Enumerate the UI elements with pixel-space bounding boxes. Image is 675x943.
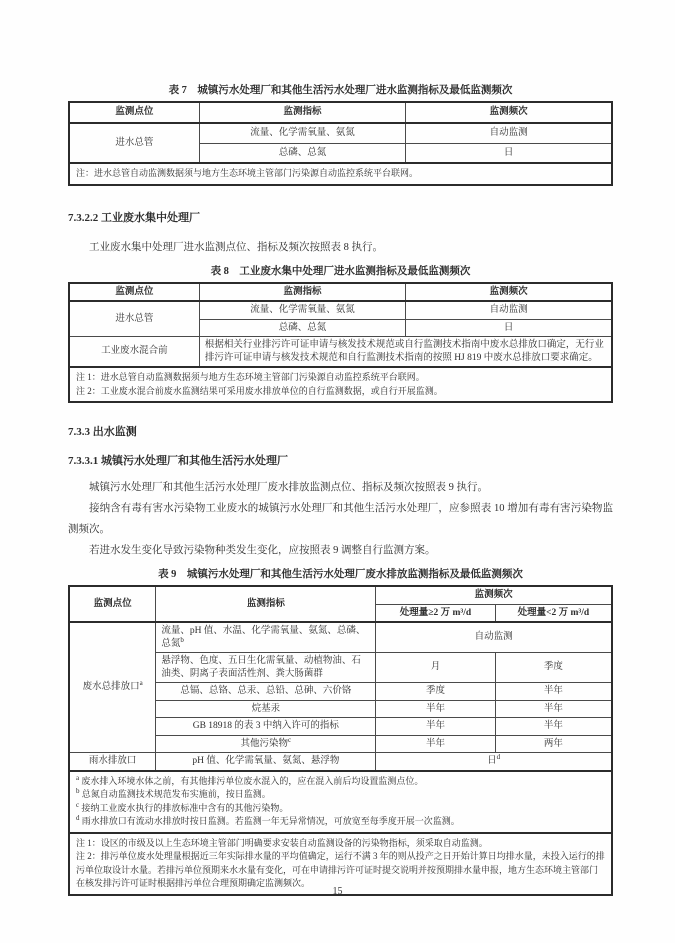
footnote-marker: d: [76, 814, 80, 822]
table9-cell-frequency-lt: 半年: [495, 718, 612, 736]
table9-cell-frequency-ge: 月: [376, 653, 495, 683]
table8-note-2: 注 2：工业废水混合前废水监测结果可采用废水排放单位的自行监测数据，或自行开展监测。: [76, 385, 443, 396]
table7-cell-point: 进水总管: [69, 123, 199, 163]
footnote-marker: c: [288, 735, 292, 744]
table9-cell-frequency-ge: 季度: [376, 683, 495, 701]
table9-cell-indicators: pH 值、化学需氧量、氨氮、悬浮物: [156, 753, 376, 771]
table8: [68, 282, 613, 404]
table9-caption: 表 9 城镇污水处理厂和其他生活污水处理厂废水排放监测指标及最低监测频次: [158, 569, 523, 580]
table9-note-1: 注 1：设区的市级及以上生态环境主管部门明确要求安装自动监测设备的污染物指标，须采取自动监测。: [76, 837, 488, 848]
table9-cell-indicators: [156, 622, 376, 653]
point-label: 废水总排放口: [82, 682, 140, 693]
table9-cell-indicators: 烷基汞: [156, 700, 376, 718]
indicator-text: 其他污染物: [240, 738, 289, 749]
table8-cell-indicators: 流量、化学需氧量、氨氮: [199, 301, 405, 319]
table7-cell-frequency: 日: [406, 143, 612, 163]
section-heading-7331: 7.3.3.1 城镇污水处理厂和其他生活污水处理厂: [68, 455, 288, 467]
table9-note-2: 注 2：排污单位废水处理量根据近三年实际排水量的平均值确定，运行不满 3 年的则从投产之日开始计算日均排水量，未投入运行的排污单位取设计水量。若排污单位预期来水水量有变化，可在申请排污许可证时提交说明并按预期排水量申报，地方生态环境主管部门在核发排污许可证时根据排污单位合理预期确定监测频次。: [76, 851, 605, 888]
table7-cell-indicators: 总磷、总氮: [199, 143, 405, 163]
table7-note: 注：进水总管自动监测数据须与地方生态环境主管部门污染源自动监控系统平台联网。: [69, 163, 612, 185]
footnote-text: 总氮自动监测技术规范发布实施前，按日监测。: [81, 789, 271, 799]
paragraph: 若进水发生变化导致污染物种类发生变化，应按照表 9 调整自行监测方案。: [89, 545, 436, 556]
footnote-marker: d: [496, 752, 501, 761]
table9-header-point: 监测点位: [69, 586, 156, 622]
table9-cell-frequency: [376, 753, 612, 771]
footnote-text: 接纳工业废水执行的排放标准中含有的其他污染物。: [81, 802, 289, 813]
table8-cell-frequency: 自动监测: [406, 301, 612, 319]
table8-cell-mixed-text: 根据相关行业排污许可证申请与核发技术规范或自行监测技术指南中废水总排放口确定，无行业排污许可证申请与核发技术规范和自行监测技术指南的按照 HJ 819 中废水总排放口要求确定。: [199, 337, 612, 368]
table9-cell-frequency-ge: 半年: [376, 700, 495, 718]
table9-cell-frequency-lt: 季度: [495, 653, 612, 683]
paragraph: 城镇污水处理厂和其他生活污水处理厂废水排放监测点位、指标及频次按照表 9 执行。: [89, 482, 488, 493]
table9-cell-point-rain-outfall: 雨水排放口: [69, 753, 156, 771]
table7-header-frequency: 监测频次: [406, 102, 612, 123]
table9-cell-frequency-ge: 半年: [376, 735, 495, 753]
table9-cell-indicators: [156, 735, 376, 753]
table9-cell-point-main-outfall: [69, 622, 156, 753]
table9-cell-frequency-ge: 半年: [376, 718, 495, 736]
paragraph-7322: 工业废水集中处理厂进水监测点位、指标及频次按照表 8 执行。: [89, 241, 383, 253]
table9-cell-indicators: GB 18918 的表 3 中纳入许可的指标: [156, 718, 376, 736]
table7: [68, 101, 613, 186]
indicator-text: 流量、pH 值、水温、化学需氧量、氨氮、总磷、总氮: [161, 626, 366, 649]
table7-caption: 表 7 城镇污水处理厂和其他生活污水处理厂进水监测指标及最低监测频次: [168, 85, 513, 96]
section-heading-7322: 7.3.2.2 工业废水集中处理厂: [68, 211, 200, 224]
table9-cell-frequency: 自动监测: [376, 622, 612, 653]
footnote-marker: a: [76, 773, 80, 782]
section-heading-733: 7.3.3 出水监测: [68, 426, 137, 438]
footnote-marker: a: [139, 679, 143, 688]
table8-header-frequency: 监测频次: [406, 283, 612, 302]
table9-cell-indicators: 悬浮物、色度、五日生化需氧量、动植物油、石油类、阴离子表面活性剂、粪大肠菌群: [156, 653, 376, 683]
footnote-text: 废水排入环境水体之前，有其他排污单位废水混入的，应在混入前后均设置监测点位。: [81, 775, 424, 786]
paragraph: 接纳含有毒有害水污染物工业废水的城镇污水处理厂和其他生活污水处理厂，应参照表 10 增加有毒有害污染物监测频次。: [68, 503, 613, 535]
table9-footnote-c: [76, 802, 605, 816]
table9-footnotes-and-notes: [69, 771, 612, 833]
footnote-marker: b: [76, 787, 80, 795]
table9-header-frequency: 监测频次: [376, 586, 612, 604]
table9-footnote-d: [76, 815, 605, 829]
table7-cell-indicators: 流量、化学需氧量、氨氮: [199, 123, 405, 143]
table9-cell-indicators: 总镉、总铬、总汞、总铅、总砷、六价铬: [156, 683, 376, 701]
table8-header-point: 监测点位: [69, 283, 199, 302]
footnote-text: 雨水排放口有流动水排放时按日监测。若监测一年无异常情况，可放宽至每季度开展一次监测。: [81, 816, 460, 826]
table9-cell-frequency-lt: 半年: [495, 683, 612, 701]
table7-header-indicator: 监测指标: [199, 102, 405, 123]
footnote-marker: b: [180, 635, 184, 644]
frequency-text: 日: [487, 756, 497, 766]
section-7331-paragraphs: [68, 477, 613, 561]
table9-header-lt: 处理量<2 万 m³/d: [495, 604, 612, 622]
table8-cell-indicators: 总磷、总氮: [199, 319, 405, 337]
table8-cell-point: 进水总管: [69, 301, 199, 337]
table8-cell-point-mixed: 工业废水混合前: [69, 337, 199, 368]
table8-cell-frequency: 日: [406, 319, 612, 337]
table8-caption: 表 8 工业废水集中处理厂进水监测指标及最低监测频次: [210, 265, 471, 277]
table9-footnote-b: [76, 788, 605, 802]
table9-cell-frequency-lt: 半年: [495, 700, 612, 718]
table9-footnote-a: [76, 775, 605, 789]
table9: [68, 585, 613, 896]
page-number: 15: [332, 886, 343, 897]
footnote-marker: c: [76, 800, 80, 809]
table8-header-indicator: 监测指标: [199, 283, 405, 302]
table8-notes: [69, 367, 612, 402]
table9-header-ge: 处理量≥2 万 m³/d: [376, 604, 495, 622]
table9-header-indicator: 监测指标: [156, 586, 376, 622]
table7-cell-frequency: 自动监测: [406, 123, 612, 143]
table7-header-point: 监测点位: [69, 102, 199, 123]
table9-cell-frequency-lt: 两年: [495, 735, 612, 753]
table8-note-1: 注 1：进水总管自动监测数据须与地方生态环境主管部门污染源自动监控系统平台联网。: [76, 372, 425, 382]
